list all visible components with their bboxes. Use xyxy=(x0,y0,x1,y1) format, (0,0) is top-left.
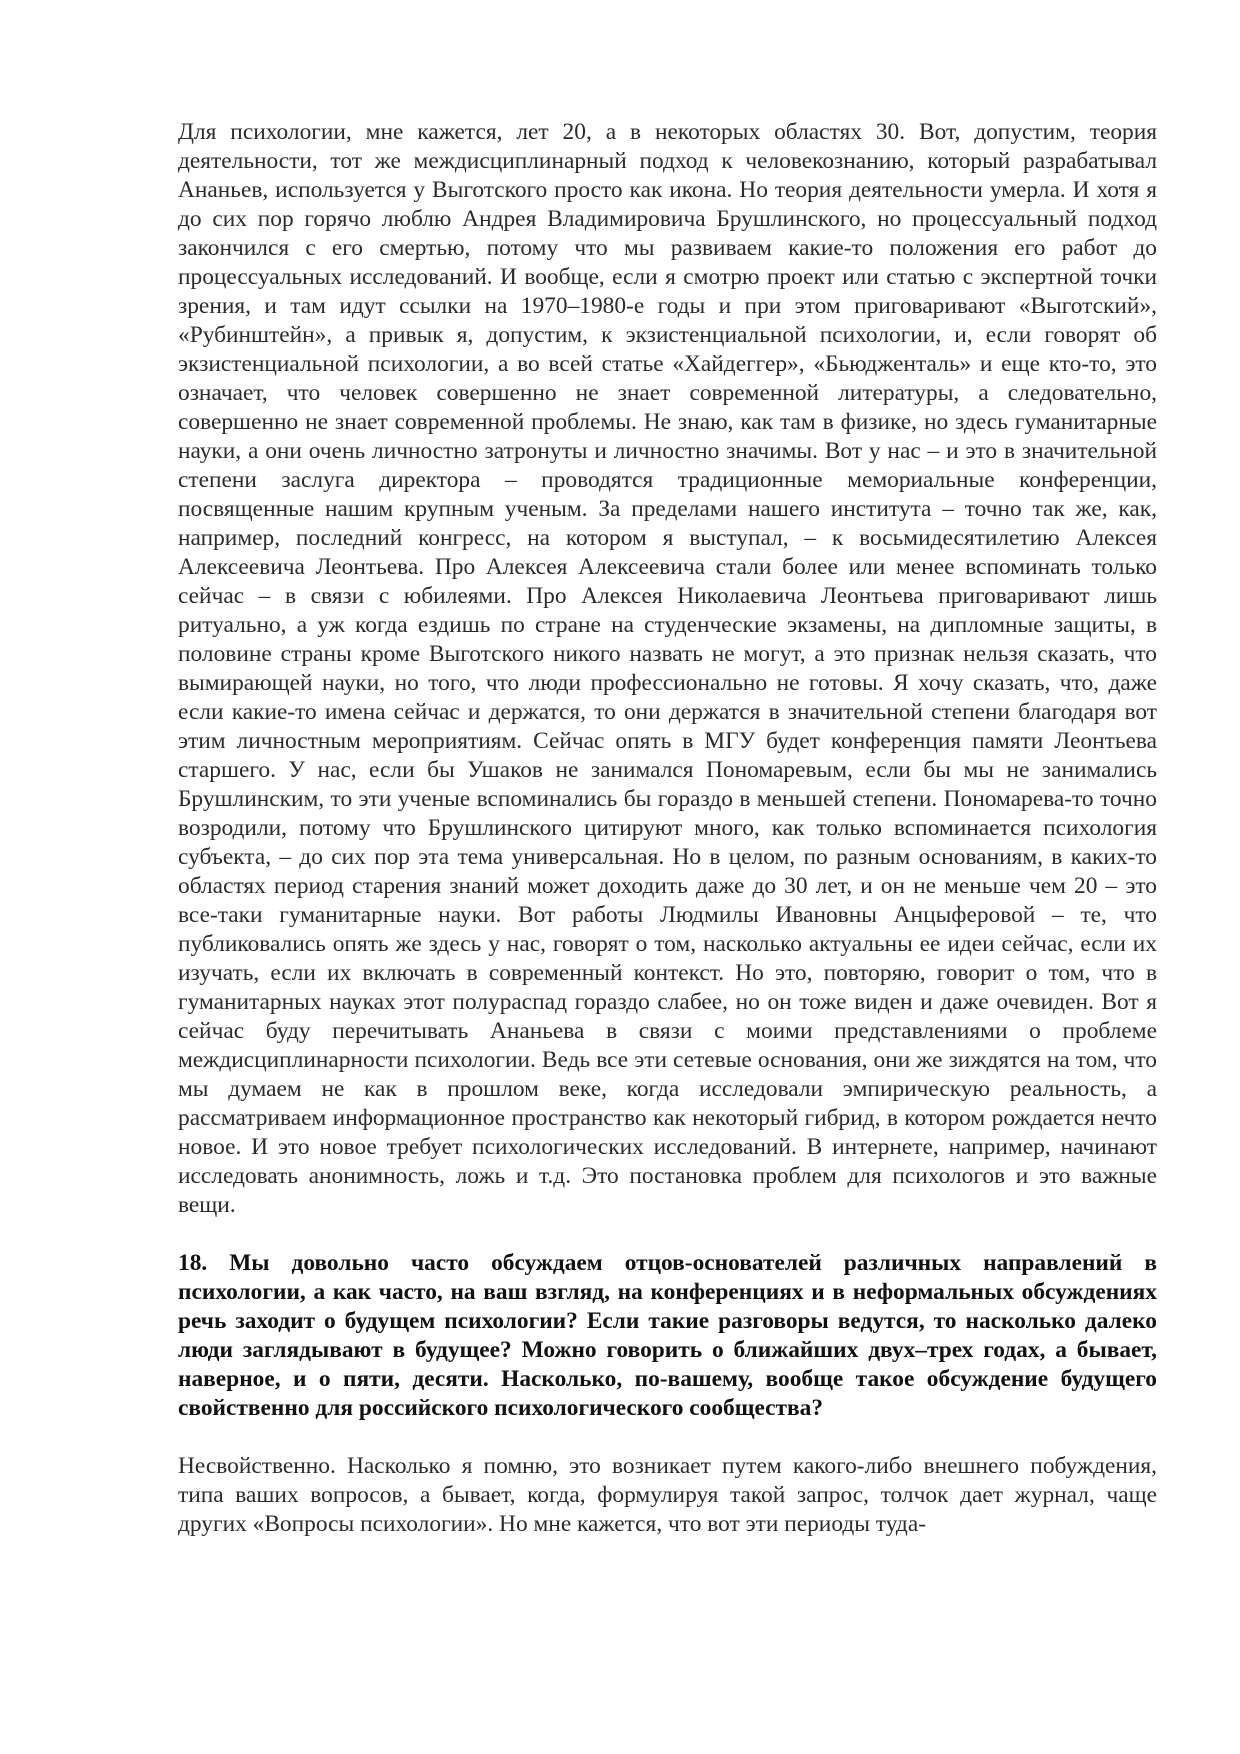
interview-answer-18: Несвойственно. Насколько я помню, это возникает путем какого-либо внешнего побуждения, типа ваших вопросов, а бывает, когда, формулируя такой запрос, толчок дает журнал, чаще других «Вопросы психологии». Но мне кажется, что вот эти периоды туда- xyxy=(178,1453,1157,1537)
body-paragraph: Для психологии, мне кажется, лет 20, а в некоторых областях 30. Вот, допустим, теория деятельности, тот же междисциплинарный подход к человекознанию, который разрабатывал Ананьев, используется у Выготского просто как икона. Но теория деятельности умерла. И хотя я до сих пор горячо люблю Андрея Владимировича Брушлинского, но процессуальный подход закончился с его смертью, потому что мы развиваем какие-то положения его работ до процессуальных исследований. И вообще, если я смотрю проект или статью с экспертной точки зрения, и там идут ссылки на 1970–1980-е годы и при этом приговаривают «Выготский», «Рубинштейн», а привык я, допустим, к экзистенциальной психологии, и, если говорят об экзистенциальной психологии, а во всей статье «Хайдеггер», «Бьюдженталь» и еще кто-то, это означает, что человек совершенно не знает современной литературы, а следовательно, совершенно не знает современной проблемы. Не знаю, как там в физике, но здесь гуманитарные науки, а они очень личностно затронуты и личностно значимы. Вот у нас – и это в значительной степени заслуга директора – проводятся традиционные мемориальные конференции, посвященные нашим крупным ученым. За пределами нашего института – точно так же, как, например, последний конгресс, на котором я выступал, – к восьмидесятилетию Алексея Алексеевича Леонтьева. Про Алексея Алексеевича стали более или менее вспоминать только сейчас – в связи с юбилеями. Про Алексея Николаевича Леонтьева приговаривают лишь ритуально, а уж когда ездишь по стране на студенческие экзамены, на дипломные защиты, в половине страны кроме Выготского никого назвать не могут, а это признак нельзя сказать, что вымирающей науки, но того, что люди профессионально не готовы. Я хочу сказать, что, даже если какие-то имена сейчас и держатся, то они держатся в значительной степени благодаря вот этим личностным мероприятиям. Сейчас опять в МГУ будет конференция памяти Леонтьева старшего. У нас, если бы Ушаков не занимался Пономаревым, если бы мы не занимались Брушлинским, то эти ученые вспоминались бы гораздо в меньшей степени. Пономарева-то точно возродили, потому что Брушлинского цитируют много, как только вспоминается психология субъекта, – до сих пор эта тема универсальная. Но в целом, по разным основаниям, в каких-то областях период старения знаний может доходить даже до 30 лет, и он не меньше чем 20 – это все-таки гуманитарные науки. Вот работы Людмилы Ивановны Анцыферовой – те, что публиковались опять же здесь у нас, говорят о том, насколько актуальны ее идеи сейчас, если их изучать, если их включать в современный контекст. Но это, повторяю, говорит о том, что в гуманитарных науках этот полураспад гораздо слабее, но он тоже виден и даже очевиден. Вот я сейчас буду перечитывать Ананьева в связи с моими представлениями о проблеме междисциплинарности психологии. Ведь все эти сетевые основания, они же зиждятся на том, что мы думаем не как в прошлом веке, когда исследовали эмпирическую реальность, а рассматриваем информационное пространство как некоторый гибрид, в котором рождается нечто новое. И это новое требует психологических исследований. В интернете, например, начинают исследовать анонимность, ложь и т.д. Это постановка проблем для психологов и это важные вещи. xyxy=(178,119,1157,1218)
document-page xyxy=(178,118,1157,1539)
interview-question-18: 18. Мы довольно часто обсуждаем отцов-основателей различных направлений в психологии, а как часто, на ваш взгляд, на конференциях и в неформальных обсуждениях речь заходит о будущем психологии? Если такие разговоры ведутся, то насколько далеко люди заглядывают в будущее? Можно говорить о ближайших двух–трех годах, а бывает, наверное, и о пяти, десяти. Насколько, по-вашему, вообще такое обсуждение будущего свойственно для российского психологического сообщества? xyxy=(178,1250,1157,1421)
